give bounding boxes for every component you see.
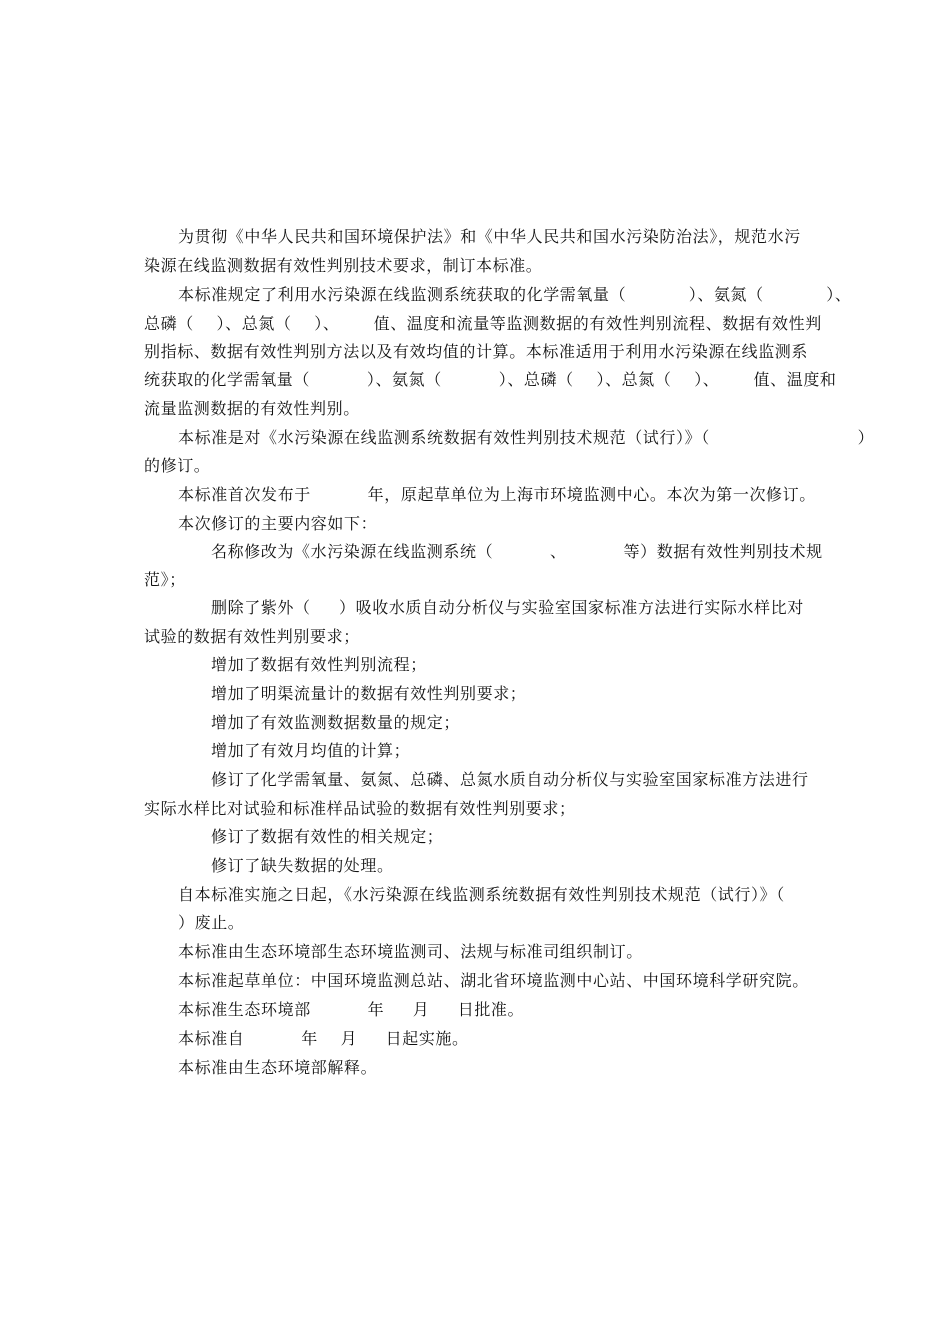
list-item: 修订了化学需氧量、氨氮、总磷、总氮水质自动分析仪与实验室国家标准方法进行 xyxy=(211,770,809,789)
text-line: 统获取的化学需氧量（ ）、氨氮（ ）、总磷（ ）、总氮（ ）、 值、温度和 xyxy=(144,370,837,389)
text-line: 实际水样比对试验和标准样品试验的数据有效性判别要求； xyxy=(144,799,576,818)
text-line: 本标准由生态环境部解释。 xyxy=(178,1058,378,1077)
text-line: 范》； xyxy=(144,570,186,589)
list-item: 名称修改为《水污染源在线监测系统（ 、 等）数据有效性判别技术规 xyxy=(211,542,823,561)
text-line: 本标准自 年 月 日起实施。 xyxy=(178,1029,469,1048)
text-line: 的修订。 xyxy=(144,456,211,475)
text-line: 自本标准实施之日起，《水污染源在线监测系统数据有效性判别技术规范（试行）》（ xyxy=(178,885,785,904)
text-line: ）废止。 xyxy=(178,913,245,932)
text-line: 试验的数据有效性判别要求； xyxy=(144,627,360,646)
text-line: 总磷（ ）、总氮（ ）、 值、温度和流量等监测数据的有效性判别流程、数据有效性判 xyxy=(144,314,822,333)
text-line: 本标准规定了利用水污染源在线监测系统获取的化学需氧量（ ）、氨氮（ ）、 xyxy=(178,285,852,304)
list-item: 删除了紫外（ ）吸收水质自动分析仪与实验室国家标准方法进行实际水样比对 xyxy=(211,598,804,617)
text-line: 染源在线监测数据有效性判别技术要求，制订本标准。 xyxy=(144,256,543,275)
text-line: 流量监测数据的有效性判别。 xyxy=(144,399,360,418)
list-item: 修订了缺失数据的处理。 xyxy=(211,856,394,875)
list-item: 增加了有效月均值的计算； xyxy=(211,741,411,760)
text-line: 为贯彻《中华人民共和国环境保护法》和《中华人民共和国水污染防治法》，规范水污 xyxy=(178,227,801,246)
text-line: 本标准起草单位：中国环境监测总站、湖北省环境监测中心站、中国环境科学研究院。 xyxy=(178,971,809,990)
text-line: 本标准是对《水污染源在线监测系统数据有效性判别技术规范（试行）》（ ） xyxy=(178,428,875,447)
list-item: 增加了有效监测数据数量的规定； xyxy=(211,713,461,732)
list-item: 修订了数据有效性的相关规定； xyxy=(211,827,444,846)
text-line: 本标准由生态环境部生态环境监测司、法规与标准司组织制订。 xyxy=(178,942,643,961)
text-line: 别指标、数据有效性判别方法以及有效均值的计算。本标准适用于利用水污染源在线监测系 xyxy=(144,342,809,361)
text-line: 本标准生态环境部 年 月 日批准。 xyxy=(178,1000,525,1019)
text-line: 本次修订的主要内容如下： xyxy=(178,514,378,533)
list-item: 增加了数据有效性判别流程； xyxy=(211,655,427,674)
list-item: 增加了明渠流量计的数据有效性判别要求； xyxy=(211,684,527,703)
text-line: 本标准首次发布于 年，原起草单位为上海市环境监测中心。本次为第一次修订。 xyxy=(178,485,816,504)
